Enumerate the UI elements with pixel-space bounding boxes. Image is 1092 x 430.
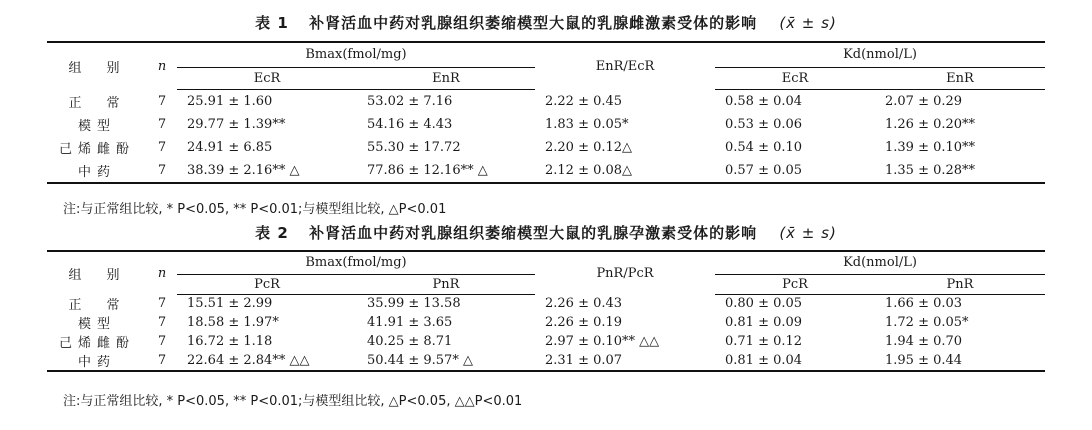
value-cell: 1.72 ± 0.05* [885,315,969,330]
table1-label: 表 1 [255,14,289,32]
n-cell: 7 [157,296,167,311]
table1-header-kd-c2: EnR [875,67,1045,89]
value-cell: 1.83 ± 0.05* [545,117,629,132]
value-cell: 77.86 ± 12.16** △ [357,159,535,183]
table2-header-kd-c2: PnR [875,274,1045,294]
value-cell: 40.25 ± 8.71 [367,334,453,349]
value-cell: 1.35 ± 0.28** [875,159,1045,183]
group-cell: 中药 [47,351,147,371]
table1-header-bmax-c2: EnR [357,67,535,89]
table-row [47,351,1045,371]
table1-header-group: 组 别 [47,42,147,89]
value-cell: 1.39 ± 0.10** [885,140,976,155]
n-cell: 7 [157,334,167,349]
table-row [47,113,1045,136]
table-row [47,313,1045,332]
value-cell: 25.91 ± 1.60 [187,93,273,109]
n-cell: 7 [157,140,167,155]
table1-stat: (x̄ ± s) [779,14,837,32]
table1-header-bmax: Bmax(fmol/mg) [177,42,535,67]
table2-header-bmax-c2: PnR [357,274,535,294]
group-cell: 己烯雌酚 [58,142,135,157]
table2-header-kd: Kd(nmol/L) [715,251,1045,274]
value-cell: 2.12 ± 0.08△ [535,159,715,183]
table1-caption: 补肾活血中药对乳腺组织萎缩模型大鼠的乳腺雌激素受体的影响 [309,14,758,32]
value-cell: 0.57 ± 0.05 [715,159,875,183]
value-cell: 38.39 ± 2.16** △ [177,159,357,183]
table-row [47,89,1045,113]
value-cell: 0.58 ± 0.04 [725,93,803,109]
table2-header-ratio: PnR/PcR [535,251,715,294]
group-cell: 中药 [47,159,147,183]
table-row [47,294,1045,313]
value-cell: 0.80 ± 0.05 [725,296,803,312]
table2-label: 表 2 [255,224,289,242]
group-cell: 模型 [77,119,116,134]
value-cell: 0.81 ± 0.09 [725,315,803,330]
value-cell: 54.16 ± 4.43 [367,117,453,132]
value-cell: 35.99 ± 13.58 [367,296,461,312]
value-cell: 2.07 ± 0.29 [885,93,963,109]
table2-stat: (x̄ ± s) [779,224,837,242]
n-cell: 7 [147,351,177,371]
table-row [47,332,1045,351]
value-cell: 53.02 ± 7.16 [367,93,453,109]
table1-header-ratio: EnR/EcR [535,42,715,89]
table1-header-bmax-c1: EcR [177,67,357,89]
table1-title [0,12,1092,33]
n-cell: 7 [147,159,177,183]
value-cell: 0.53 ± 0.06 [725,117,803,132]
table-row [47,136,1045,159]
table1-header-n: n [147,42,177,89]
table2-caption: 补肾活血中药对乳腺组织萎缩模型大鼠的乳腺孕激素受体的影响 [309,224,758,242]
value-cell: 18.58 ± 1.97* [187,315,279,330]
value-cell: 41.91 ± 3.65 [367,315,453,330]
table2-header-n: n [147,251,177,294]
table-row [47,159,1045,183]
table2-header-bmax: Bmax(fmol/mg) [177,251,535,274]
table2-title [0,222,1092,243]
table2-header-bmax-c1: PcR [177,274,357,294]
n-cell: 7 [157,117,167,132]
value-cell: 29.77 ± 1.39** [187,117,286,132]
group-cell: 正 常 [68,95,126,111]
n-cell: 7 [157,93,167,109]
value-cell: 2.97 ± 0.10** △△ [545,334,660,349]
value-cell: 55.30 ± 17.72 [367,140,461,155]
value-cell: 50.44 ± 9.57* △ [357,351,535,371]
table1-header-kd: Kd(nmol/L) [715,42,1045,67]
value-cell: 2.20 ± 0.12△ [545,140,633,155]
value-cell: 2.22 ± 0.45 [545,93,623,109]
group-cell: 正 常 [68,298,126,313]
group-cell: 己烯雌酚 [58,336,135,351]
value-cell: 1.95 ± 0.44 [875,351,1045,371]
value-cell: 22.64 ± 2.84** △△ [177,351,357,371]
table2-header-kd-c1: PcR [715,274,875,294]
n-cell: 7 [157,315,167,330]
value-cell: 15.51 ± 2.99 [187,296,273,312]
value-cell: 1.26 ± 0.20** [885,117,976,132]
value-cell: 0.81 ± 0.04 [715,351,875,371]
value-cell: 2.26 ± 0.19 [545,315,623,330]
value-cell: 2.31 ± 0.07 [535,351,715,371]
value-cell: 0.71 ± 0.12 [725,334,803,349]
table1 [47,41,1045,184]
value-cell: 16.72 ± 1.18 [187,334,273,349]
group-cell: 模型 [77,317,116,332]
value-cell: 1.66 ± 0.03 [885,296,963,312]
value-cell: 1.94 ± 0.70 [885,334,963,349]
table2 [47,250,1045,372]
table1-note: 注:与正常组比较, * P<0.05, ** P<0.01;与模型组比较, △P<0.01 [63,202,447,217]
table2-header-group: 组 别 [47,251,147,294]
table1-header-kd-c1: EcR [715,67,875,89]
value-cell: 0.54 ± 0.10 [725,140,803,155]
value-cell: 2.26 ± 0.43 [545,296,623,311]
value-cell: 24.91 ± 6.85 [187,140,273,155]
table2-note: 注:与正常组比较, * P<0.05, ** P<0.01;与模型组比较, △P<0.05, △△P<0.01 [63,394,523,409]
